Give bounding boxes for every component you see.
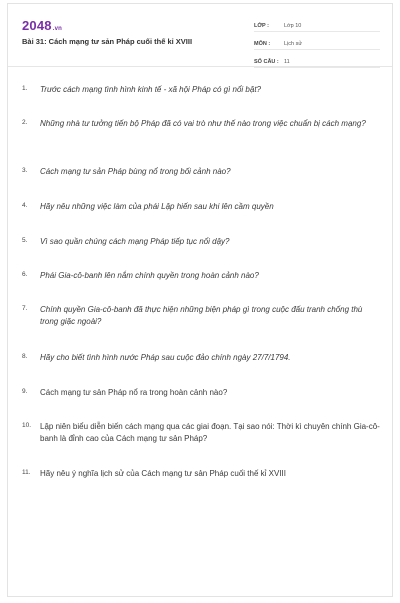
question-item-10	[22, 421, 382, 445]
meta-row-subject	[254, 34, 380, 50]
question-text: Chính quyền Gia-cô-banh đã thực hiện những biện pháp gì trong cuộc đấu tranh chống thù trong giặc ngoài?	[40, 305, 363, 326]
question-item-1	[22, 84, 382, 96]
question-number: 4.	[22, 202, 28, 209]
meta-row-class	[254, 16, 380, 32]
question-number: 7.	[22, 305, 28, 312]
question-item-2	[22, 118, 382, 130]
question-number: 1.	[22, 85, 28, 92]
question-text: Lập niên biểu diễn biến cách mạng qua các giai đoạn. Tại sao nói: Thời kì chuyên chính Gia-cô-banh là đỉnh cao của Cách mạng tư sản Pháp?	[40, 422, 380, 443]
site-logo[interactable]	[22, 18, 62, 33]
meta-info	[254, 16, 380, 70]
question-number: 9.	[22, 388, 28, 395]
question-number: 2.	[22, 119, 28, 126]
logo-sub-text: .vn	[52, 26, 63, 32]
question-item-4	[22, 201, 382, 213]
meta-label-class: LỚP :	[254, 23, 269, 29]
question-text: Hãy cho biết tình hình nước Pháp sau cuộc đảo chính ngày 27/7/1794.	[40, 353, 291, 362]
question-text: Hãy nêu những việc làm của phái Lập hiến sau khi lên cầm quyền	[40, 202, 274, 211]
meta-value-subject: Lịch sử	[284, 41, 303, 47]
logo-main-text: 2048	[22, 18, 52, 33]
worksheet-header	[8, 4, 392, 67]
question-item-8	[22, 352, 382, 364]
question-number: 5.	[22, 237, 28, 244]
question-item-7	[22, 304, 382, 328]
question-text: Vì sao quần chúng cách mạng Pháp tiếp tục nổi dậy?	[40, 237, 230, 246]
meta-value-count: 11	[284, 59, 290, 65]
question-number: 11.	[22, 469, 31, 476]
question-number: 8.	[22, 353, 28, 360]
lesson-title: Bài 31: Cách mạng tư sản Pháp cuối thế kỉ XVIII	[22, 37, 193, 46]
question-text: Cách mạng tư sản Pháp nổ ra trong hoàn cảnh nào?	[40, 388, 228, 397]
question-number: 6.	[22, 271, 28, 278]
meta-label-subject: MÔN :	[254, 41, 271, 47]
question-text: Cách mạng tư sản Pháp bùng nổ trong bối cảnh nào?	[40, 167, 231, 176]
question-item-11	[22, 468, 382, 480]
question-item-9	[22, 387, 382, 399]
meta-row-count	[254, 52, 380, 68]
question-text: Trước cách mạng tình hình kinh tế - xã hội Pháp có gì nổi bật?	[40, 85, 261, 94]
meta-value-class: Lớp 10	[284, 23, 302, 29]
question-item-5	[22, 236, 382, 248]
question-item-3	[22, 166, 382, 178]
question-text: Hãy nêu ý nghĩa lịch sử của Cách mạng tư sản Pháp cuối thế kỉ XVIII	[40, 469, 286, 478]
question-number: 10.	[22, 422, 32, 429]
question-text: Phái Gia-cô-banh lên nắm chính quyền trong hoàn cảnh nào?	[40, 271, 259, 280]
question-item-6	[22, 270, 382, 282]
meta-label-count: SỐ CÂU :	[254, 59, 279, 65]
question-number: 3.	[22, 167, 28, 174]
worksheet-page	[7, 3, 393, 597]
question-text: Những nhà tư tưởng tiến bộ Pháp đã có vai trò như thế nào trong việc chuẩn bị cách mạng?	[40, 119, 366, 128]
